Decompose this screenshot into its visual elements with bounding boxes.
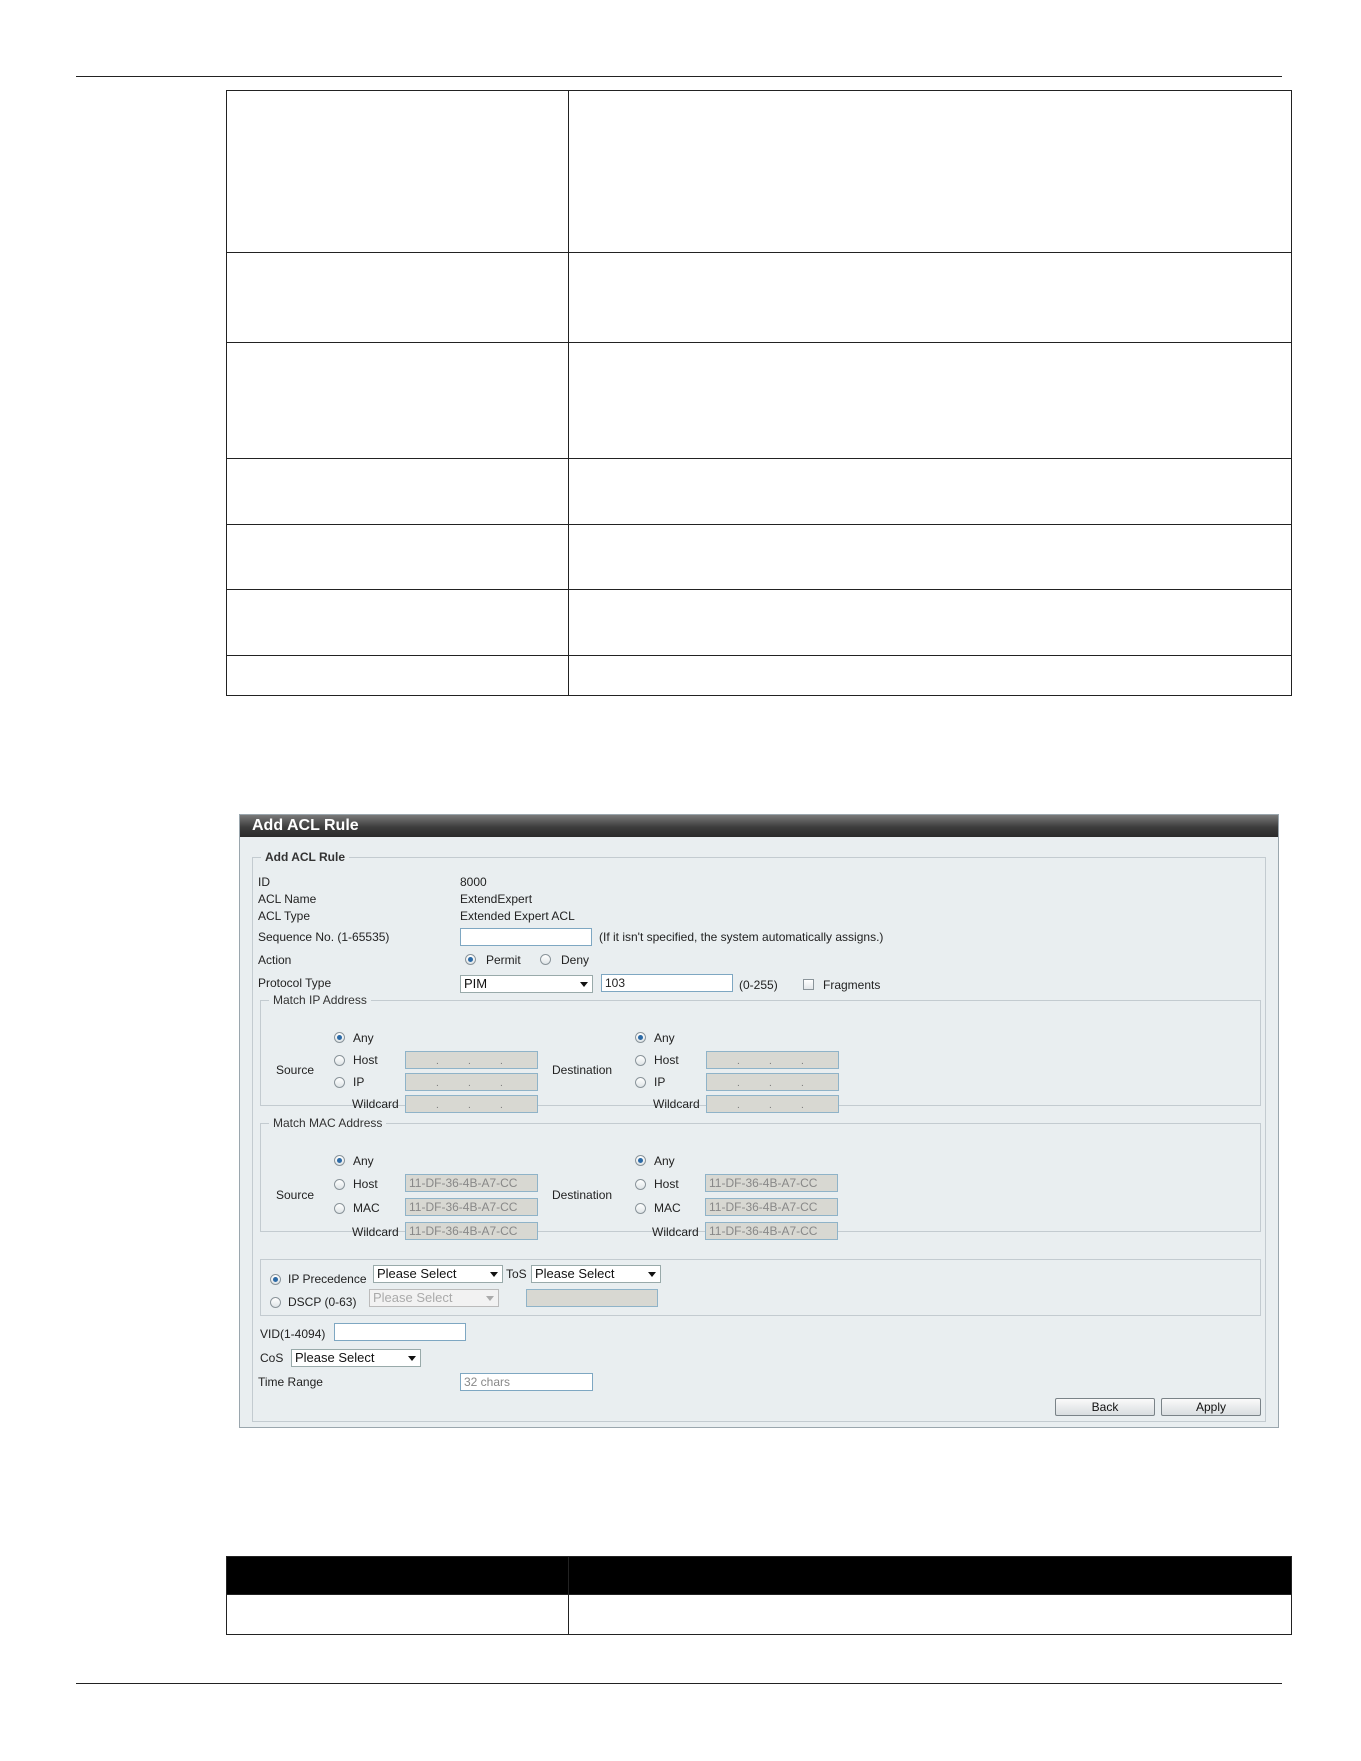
chevron-down-icon — [648, 1272, 656, 1277]
protocol-select[interactable] — [460, 975, 593, 993]
ip-precedence-radio[interactable] — [270, 1274, 281, 1285]
vid-input[interactable] — [334, 1323, 466, 1341]
apply-button[interactable]: Apply — [1161, 1398, 1261, 1416]
table-row — [227, 656, 1292, 696]
table-row — [227, 590, 1292, 656]
table-row — [227, 343, 1292, 459]
acl-name-value: ExtendExpert — [460, 892, 533, 906]
sequence-label: Sequence No. (1-65535) — [258, 930, 390, 944]
mac-source-mac-radio[interactable] — [334, 1203, 345, 1214]
ip-dest-any-label: Any — [654, 1031, 675, 1045]
ip-source-any-label: Any — [353, 1031, 374, 1045]
mac-dest-any-label: Any — [654, 1154, 675, 1168]
ip-source-host-label: Host — [353, 1053, 378, 1067]
protocol-select-value: PIM — [464, 976, 488, 991]
mac-dest-host-input[interactable] — [705, 1174, 838, 1192]
back-button[interactable]: Back — [1055, 1398, 1155, 1416]
mac-source-any-radio[interactable] — [334, 1155, 345, 1166]
chevron-down-icon — [408, 1356, 416, 1361]
table-row — [227, 459, 1292, 525]
mac-dest-host-radio[interactable] — [635, 1179, 646, 1190]
cos-label: CoS — [260, 1351, 284, 1365]
fragments-label: Fragments — [823, 978, 881, 992]
mac-dest-mac-label: MAC — [654, 1201, 681, 1215]
header-rule — [76, 76, 1282, 77]
dscp-select[interactable] — [369, 1289, 499, 1307]
mac-dest-wildcard-label: Wildcard — [652, 1225, 699, 1239]
table-row — [227, 525, 1292, 590]
action-permit-label: Permit — [486, 953, 521, 967]
mac-dest-host-label: Host — [654, 1177, 679, 1191]
chevron-down-icon — [580, 982, 588, 987]
cos-value: Please Select — [295, 1350, 375, 1365]
ip-dest-host-label: Host — [654, 1053, 679, 1067]
ip-dest-host-radio[interactable] — [635, 1055, 646, 1066]
ip-precedence-value: Please Select — [377, 1266, 457, 1281]
mac-source-mac-label: MAC — [353, 1201, 380, 1215]
acl-name-label: ACL Name — [258, 892, 317, 906]
protocol-label: Protocol Type — [258, 976, 332, 990]
ip-dest-any-radio[interactable] — [635, 1032, 646, 1043]
table-row — [227, 253, 1292, 343]
ip-source-ip-input[interactable]: . . . — [405, 1073, 538, 1091]
ip-dest-ip-radio[interactable] — [635, 1077, 646, 1088]
mac-dest-mac-radio[interactable] — [635, 1203, 646, 1214]
mac-destination-label: Destination — [552, 1188, 613, 1202]
chevron-down-icon — [490, 1272, 498, 1277]
tos-select[interactable] — [531, 1265, 661, 1283]
match-ip-legend: Match IP Address — [273, 993, 367, 1007]
ip-source-label: Source — [276, 1063, 315, 1077]
ip-source-wildcard-label: Wildcard — [352, 1097, 399, 1111]
action-permit-radio[interactable] — [465, 954, 476, 965]
mac-source-host-input[interactable] — [405, 1174, 538, 1192]
protocol-range: (0-255) — [739, 978, 778, 992]
add-acl-rule-panel — [239, 814, 1279, 1428]
action-deny-radio[interactable] — [540, 954, 551, 965]
ip-source-wildcard-input[interactable]: . . . — [405, 1095, 538, 1113]
table-row — [227, 91, 1292, 253]
cos-select[interactable] — [291, 1349, 421, 1367]
ip-source-ip-label: IP — [353, 1075, 365, 1089]
tos-value: Please Select — [535, 1266, 615, 1281]
time-range-input[interactable] — [460, 1373, 593, 1391]
action-deny-label: Deny — [561, 953, 590, 967]
ip-dest-host-input[interactable]: . . . — [706, 1051, 839, 1069]
vid-label: VID(1-4094) — [260, 1327, 326, 1341]
acl-type-value: Extended Expert ACL — [460, 909, 575, 923]
dscp-input[interactable] — [526, 1289, 658, 1307]
ip-source-ip-radio[interactable] — [334, 1077, 345, 1088]
sequence-input[interactable] — [460, 928, 592, 946]
protocol-number-input[interactable] — [601, 974, 733, 992]
match-mac-legend: Match MAC Address — [273, 1116, 383, 1130]
lower-table — [226, 1556, 1292, 1635]
ip-source-host-input[interactable]: . . . — [405, 1051, 538, 1069]
ip-destination-label: Destination — [552, 1063, 613, 1077]
fragments-checkbox[interactable] — [803, 979, 814, 990]
mac-source-any-label: Any — [353, 1154, 374, 1168]
ip-precedence-select[interactable] — [373, 1265, 503, 1283]
action-label: Action — [258, 953, 292, 967]
dscp-label: DSCP (0-63) — [288, 1295, 357, 1309]
mac-dest-mac-input[interactable] — [705, 1198, 838, 1216]
ip-dest-wildcard-label: Wildcard — [653, 1097, 700, 1111]
mac-source-wildcard-input[interactable] — [405, 1222, 538, 1240]
chevron-down-icon — [486, 1296, 494, 1301]
ip-precedence-label: IP Precedence — [288, 1272, 367, 1286]
dscp-radio[interactable] — [270, 1297, 281, 1308]
mac-dest-wildcard-input[interactable] — [705, 1222, 838, 1240]
time-range-label: Time Range — [258, 1375, 323, 1389]
mac-dest-any-radio[interactable] — [635, 1155, 646, 1166]
mac-source-mac-input[interactable] — [405, 1198, 538, 1216]
acl-type-label: ACL Type — [258, 909, 311, 923]
table-row — [227, 1595, 1292, 1635]
ip-dest-wildcard-input[interactable]: . . . — [706, 1095, 839, 1113]
table-header-row — [227, 1557, 1292, 1595]
footer-rule — [76, 1683, 1282, 1684]
panel-title: Add ACL Rule — [240, 815, 1278, 837]
mac-source-host-label: Host — [353, 1177, 378, 1191]
sequence-hint: (If it isn't specified, the system automatically assigns.) — [599, 930, 884, 944]
ip-source-host-radio[interactable] — [334, 1055, 345, 1066]
ip-dest-ip-label: IP — [654, 1075, 666, 1089]
mac-source-host-radio[interactable] — [334, 1179, 345, 1190]
mac-source-label: Source — [276, 1188, 315, 1202]
tos-label: ToS — [506, 1267, 527, 1281]
parameter-table — [226, 90, 1292, 696]
dscp-value: Please Select — [373, 1290, 453, 1305]
mac-source-wildcard-label: Wildcard — [352, 1225, 399, 1239]
ip-source-any-radio[interactable] — [334, 1032, 345, 1043]
id-label: ID — [258, 875, 270, 889]
fieldset-legend: Add ACL Rule — [265, 850, 345, 864]
id-value: 8000 — [460, 875, 487, 889]
ip-dest-ip-input[interactable]: . . . — [706, 1073, 839, 1091]
